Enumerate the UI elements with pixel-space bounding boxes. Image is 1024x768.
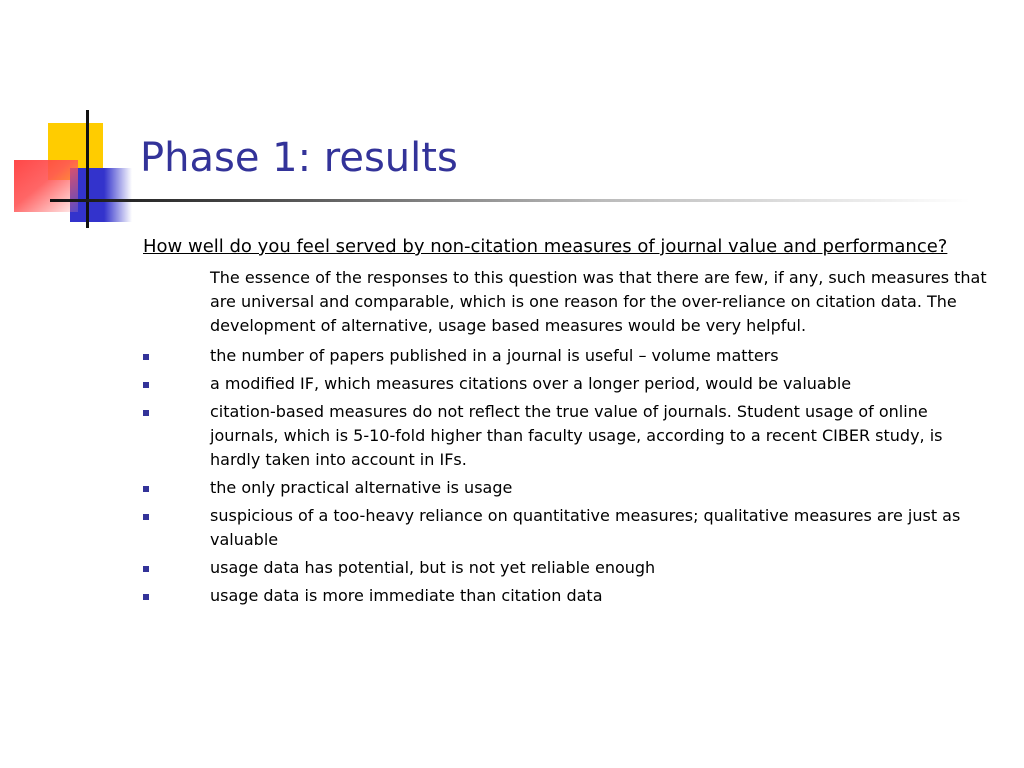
answer-summary: The essence of the responses to this question was that there are few, if any, such measures that are universal and comparable, which is one reason for the over-reliance on citation data. The development of alternative, usage based measures would be very helpful. — [210, 268, 987, 335]
list-item — [143, 344, 988, 368]
bullet-text: suspicious of a too-heavy reliance on quantitative measures; qualitative measures are just as valuable — [210, 506, 961, 549]
list-item — [143, 400, 988, 472]
decorative-vertical-line — [86, 110, 89, 228]
decorative-red-square — [14, 160, 78, 212]
bullet-text: citation-based measures do not reflect the true value of journals. Student usage of online journals, which is 5-10-fold higher than faculty usage, according to a recent CIBER study, is hardly taken into account in IFs. — [210, 402, 943, 469]
list-item — [143, 584, 988, 608]
bullet-list — [143, 344, 988, 608]
square-bullet-icon — [143, 514, 149, 520]
list-item — [143, 556, 988, 580]
bullet-text: the only practical alternative is usage — [210, 478, 513, 497]
square-bullet-icon — [143, 594, 149, 600]
bullet-text: a modified IF, which measures citations over a longer period, would be valuable — [210, 374, 852, 393]
bullet-text: the number of papers published in a journal is useful – volume matters — [210, 346, 779, 365]
question-text: How well do you feel served by non-citation measures of journal value and performance? — [143, 236, 948, 257]
bullet-text: usage data is more immediate than citation data — [210, 586, 603, 605]
square-bullet-icon — [143, 354, 149, 360]
bullet-text: usage data has potential, but is not yet reliable enough — [210, 558, 656, 577]
square-bullet-icon — [143, 486, 149, 492]
list-item — [143, 476, 988, 500]
list-item — [143, 372, 988, 396]
square-bullet-icon — [143, 410, 149, 416]
list-item — [143, 504, 988, 552]
square-bullet-icon — [143, 566, 149, 572]
title-underline-rule — [50, 199, 970, 202]
slide-title: Phase 1: results — [140, 135, 458, 181]
square-bullet-icon — [143, 382, 149, 388]
decorative-blue-square — [70, 168, 132, 222]
slide-body — [143, 234, 988, 612]
